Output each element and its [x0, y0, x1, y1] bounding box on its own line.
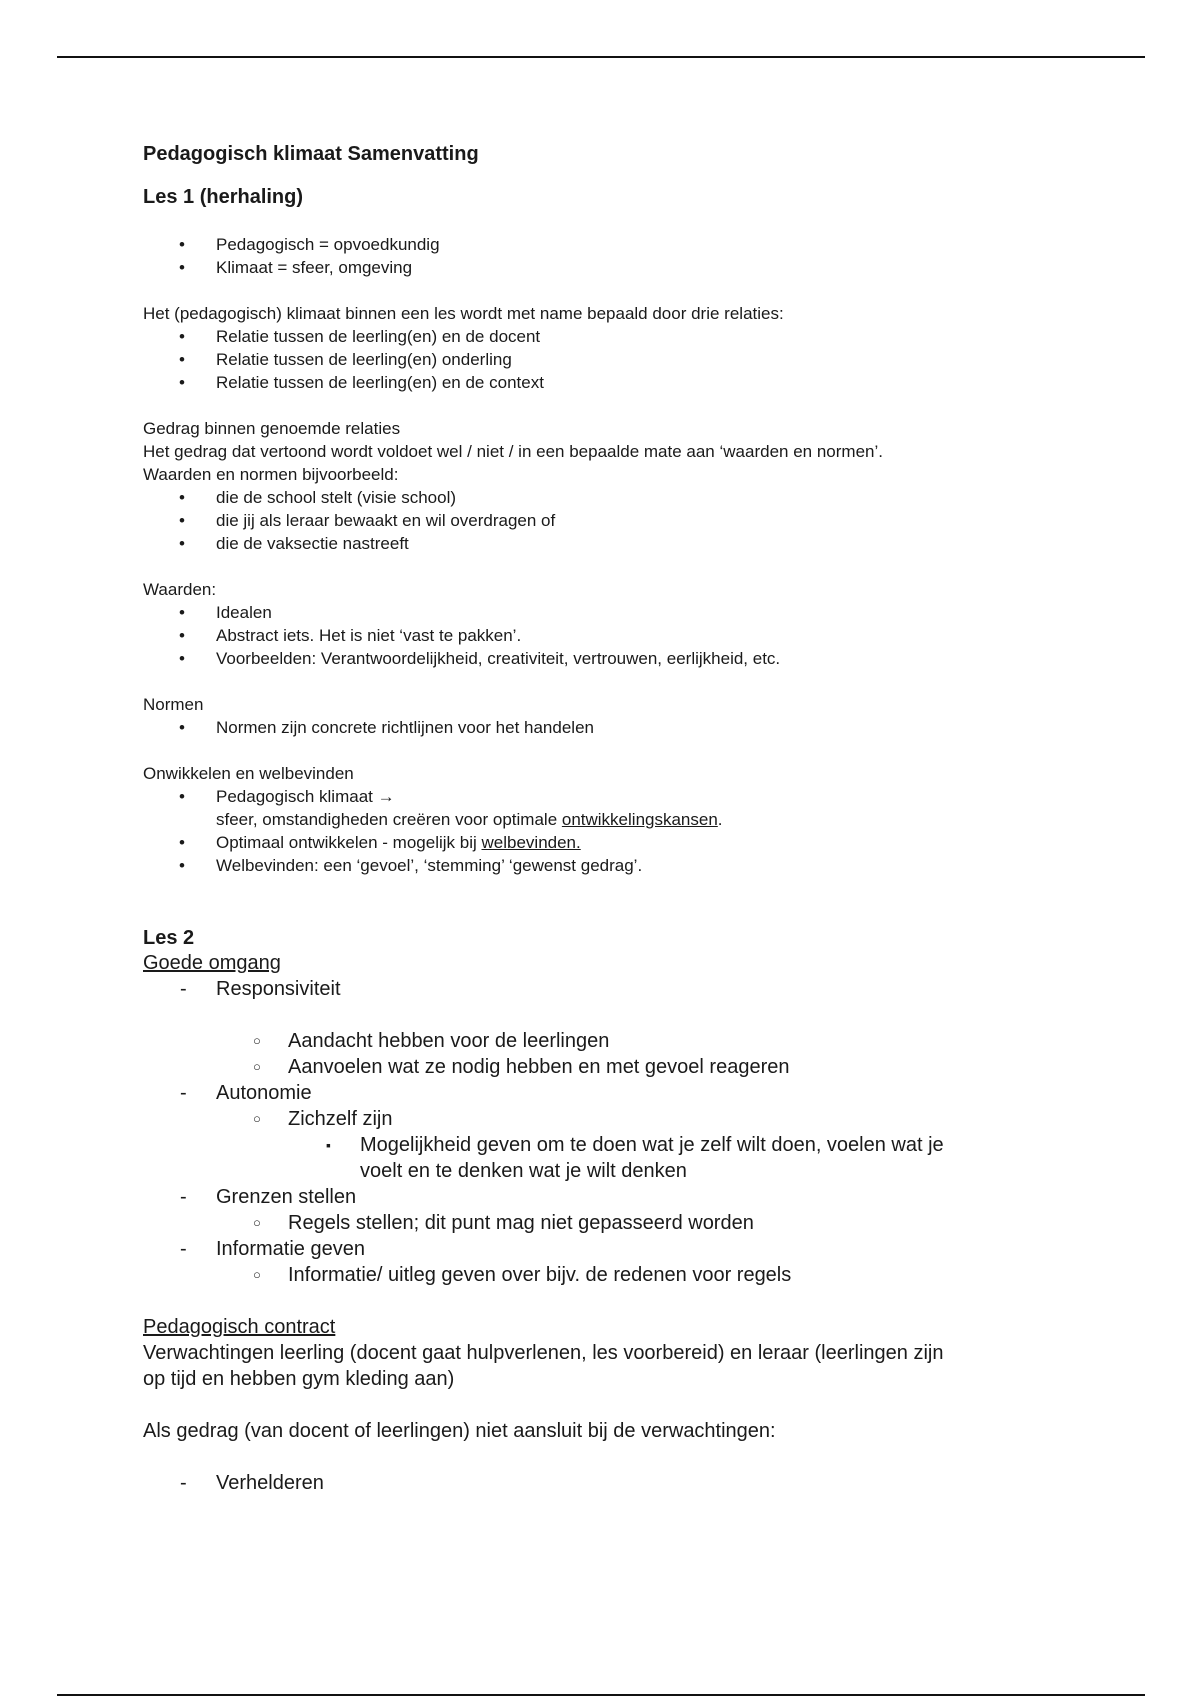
outline-subsubitem-text: Mogelijkheid geven om te doen wat je zelf wilt doen, voelen wat je [360, 1134, 944, 1156]
outline-subitem [143, 1262, 1063, 1288]
list-item-text: Pedagogisch klimaat → [216, 787, 395, 806]
contract-text: Verwachtingen leerling (docent gaat hulpverlenen, les voorbereid) en leraar (leerlingen zijn [143, 1342, 944, 1364]
normen-list [143, 716, 1063, 739]
dash-marker: - [180, 978, 187, 1000]
outline-subsubitem-text-cont: voelt en te denken wat je wilt denken [360, 1160, 687, 1182]
waarden-list [143, 601, 1063, 670]
outline-item-text: Verhelderen [216, 1472, 324, 1494]
outline-item-informatie [143, 1236, 1063, 1262]
gedrag-line: Gedrag binnen genoemde relaties [143, 419, 401, 438]
list-item: • Voorbeelden: Verantwoordelijkheid, creativiteit, vertrouwen, eerlijkheid, etc. [143, 647, 1063, 670]
circle-bullet-marker: ○ [253, 1111, 261, 1126]
list-item-continuation-end: . [717, 810, 723, 829]
list-item: • Normen zijn concrete richtlijnen voor het handelen [143, 716, 1063, 739]
dash-marker: - [180, 1238, 187, 1260]
ontwikkelen-label: Onwikkelen en welbevinden [143, 764, 354, 783]
outline-item-text: Autonomie [216, 1082, 312, 1104]
outline-item-grenzen [143, 1184, 1063, 1210]
list-item: • die de vaksectie nastreeft [143, 532, 1063, 555]
dash-marker: - [180, 1082, 187, 1104]
list-item: • Relatie tussen de leerling(en) onderling [143, 348, 1063, 371]
outline-subitem-text: Aanvoelen wat ze nodig hebben en met gevoel reageren [288, 1056, 790, 1078]
relaties-intro: Het (pedagogisch) klimaat binnen een les wordt met name bepaald door drie relaties: [143, 304, 784, 323]
circle-bullet-marker: ○ [253, 1033, 261, 1048]
outline-subitem [143, 1210, 1063, 1236]
relaties-list [143, 325, 1063, 394]
waarden-label: Waarden: [143, 580, 217, 599]
dash-marker: - [180, 1472, 187, 1494]
list-item: • Idealen [143, 601, 1063, 624]
outline-item-autonomie [143, 1080, 1063, 1106]
list-item: • die jij als leraar bewaakt en wil overdragen of [143, 509, 1063, 532]
circle-bullet-marker: ○ [253, 1059, 261, 1074]
list-item: • Pedagogisch = opvoedkundig [143, 233, 1063, 256]
top-rule [57, 56, 1145, 58]
outline-subitem [143, 1028, 1063, 1054]
outline-subitem-text: Informatie/ uitleg geven over bijv. de redenen voor regels [288, 1264, 792, 1286]
omgang-heading: Goede omgang [143, 952, 281, 974]
list-item: • Relatie tussen de leerling(en) en de docent [143, 325, 1063, 348]
gedrag-list [143, 486, 1063, 555]
dash-marker: - [180, 1186, 187, 1208]
outline-item-responsiviteit [143, 976, 1063, 1002]
square-bullet-marker: ▪ [326, 1137, 331, 1153]
circle-bullet-marker: ○ [253, 1267, 261, 1282]
circle-bullet-marker: ○ [253, 1215, 261, 1230]
list-item-text: Optimaal ontwikkelen - mogelijk bij [216, 833, 482, 852]
document-body [143, 143, 1063, 1496]
outline-subitem-text: Regels stellen; dit punt mag niet gepasseerd worden [288, 1212, 754, 1234]
contract-heading: Pedagogisch contract [143, 1316, 336, 1338]
definition-list [143, 233, 1063, 279]
les1-heading: Les 1 (herhaling) [143, 186, 304, 208]
outline-subsubitem [143, 1132, 1063, 1184]
outline-item-text: Informatie geven [216, 1238, 365, 1260]
outline-subitem [143, 1106, 1063, 1132]
list-item: • Relatie tussen de leerling(en) en de context [143, 371, 1063, 394]
list-item: • die de school stelt (visie school) [143, 486, 1063, 509]
gedrag-line: Het gedrag dat vertoond wordt voldoet wel / niet / in een bepaalde mate aan ‘waarden en normen’. [143, 442, 883, 461]
outline-subitem [143, 1054, 1063, 1080]
list-item [143, 785, 1063, 831]
als-gedrag-text: Als gedrag (van docent of leerlingen) niet aansluit bij de verwachtingen: [143, 1420, 776, 1442]
contract-text: op tijd en hebben gym kleding aan) [143, 1368, 455, 1390]
list-item: • Klimaat = sfeer, omgeving [143, 256, 1063, 279]
list-item: • Abstract iets. Het is niet ‘vast te pakken’. [143, 624, 1063, 647]
normen-label: Normen [143, 695, 204, 714]
les2-heading: Les 2 [143, 927, 195, 949]
underlined-term: ontwikkelingskansen [561, 810, 718, 829]
outline-subitem-text: Zichzelf zijn [288, 1108, 393, 1130]
bottom-rule [57, 1694, 1145, 1696]
document-title: Pedagogisch klimaat Samenvatting [143, 143, 479, 165]
list-item: • Welbevinden: een ‘gevoel’, ‘stemming’ ‘gewenst gedrag’. [143, 854, 1063, 877]
outline-item-text: Responsiviteit [216, 978, 341, 1000]
underlined-term: welbevinden. [481, 833, 581, 852]
list-item-continuation: sfeer, omstandigheden creëren voor optimale [216, 810, 562, 829]
outline-item-text: Grenzen stellen [216, 1186, 357, 1208]
gedrag-line: Waarden en normen bijvoorbeeld: [143, 465, 399, 484]
ontwikkelen-list [143, 785, 1063, 877]
list-item [143, 831, 1063, 854]
outline-item-verhelderen [143, 1470, 1063, 1496]
outline-subitem-text: Aandacht hebben voor de leerlingen [288, 1030, 610, 1052]
